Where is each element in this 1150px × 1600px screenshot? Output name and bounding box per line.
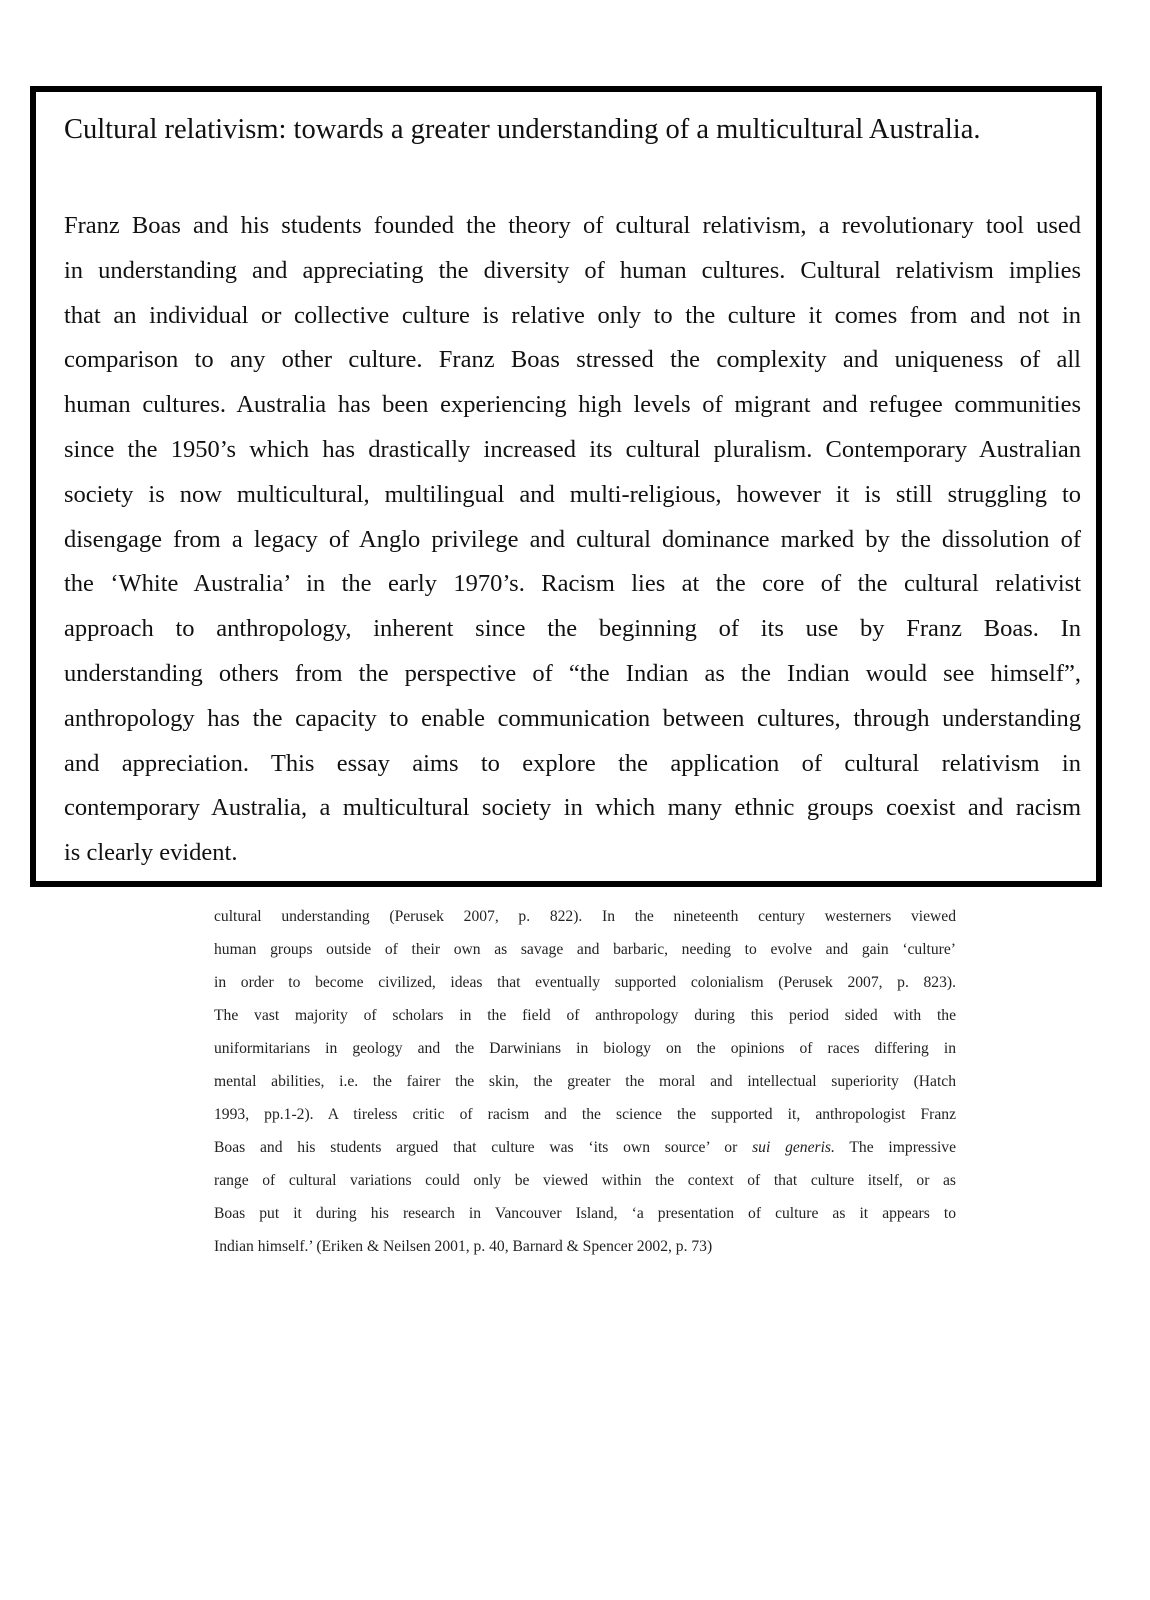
abstract-line: comparison to any other culture. Franz Boas stressed the complexity and uniqueness of all (64, 346, 1081, 374)
body-line: range of cultural variations could only be viewed within the context of that culture itself, or as (214, 1172, 956, 1189)
essay-title: Cultural relativism: towards a greater understanding of a multicultural Australia. (64, 114, 981, 145)
body-line: The vast majority of scholars in the field of anthropology during this period sided with the (214, 1007, 956, 1024)
abstract-line: in understanding and appreciating the diversity of human cultures. Cultural relativism implies (64, 256, 1081, 284)
abstract-line: and appreciation. This essay aims to explore the application of cultural relativism in (64, 749, 1081, 777)
abstract-line: human cultures. Australia has been experiencing high levels of migrant and refugee communities (64, 391, 1081, 419)
abstract-line: approach to anthropology, inherent since the beginning of its use by Franz Boas. In (64, 615, 1081, 643)
abstract-line: contemporary Australia, a multicultural society in which many ethnic groups coexist and racism (64, 794, 1081, 822)
abstract-line: society is now multicultural, multilingual and multi-religious, however it is still struggling to (64, 480, 1081, 508)
body-line: human groups outside of their own as savage and barbaric, needing to evolve and gain ‘culture’ (214, 941, 956, 958)
abstract-line: that an individual or collective culture is relative only to the culture it comes from and not in (64, 301, 1081, 329)
abstract-line: anthropology has the capacity to enable communication between cultures, through understanding (64, 704, 1081, 732)
abstract-line: the ‘White Australia’ in the early 1970’s. Racism lies at the core of the cultural relativist (64, 570, 1081, 598)
abstract-line: understanding others from the perspective of “the Indian as the Indian would see himself”, (64, 659, 1081, 687)
underlying-essay-page (214, 900, 956, 1263)
body-line: Indian himself.’ (Eriken & Neilsen 2001, p. 40, Barnard & Spencer 2002, p. 73) (214, 1238, 713, 1255)
body-line-with-italic (214, 1131, 956, 1164)
body-line: Boas put it during his research in Vancouver Island, ‘a presentation of culture as it appears to (214, 1205, 956, 1222)
body-text: The impressive (834, 1139, 956, 1156)
body-text: Boas and his students argued that culture was ‘its own source’ or (214, 1139, 753, 1156)
body-line: in order to become civilized, ideas that eventually supported colonialism (Perusek 2007, p. 823). (214, 974, 956, 991)
abstract-paragraph (64, 204, 1081, 876)
abstract-line: disengage from a legacy of Anglo privilege and cultural dominance marked by the dissolution of (64, 525, 1081, 553)
body-line: uniformitarians in geology and the Darwinians in biology on the opinions of races differing in (214, 1040, 956, 1057)
body-line: cultural understanding (Perusek 2007, p. 822). In the nineteenth century westerners viewed (214, 908, 956, 925)
body-line: 1993, pp.1-2). A tireless critic of racism and the science the supported it, anthropologist Franz (214, 1106, 956, 1123)
abstract-overlay-box (30, 86, 1102, 887)
italic-term: sui generis. (752, 1139, 835, 1156)
abstract-line: since the 1950’s which has drastically increased its cultural pluralism. Contemporary Australian (64, 435, 1081, 463)
abstract-line: Franz Boas and his students founded the theory of cultural relativism, a revolutionary tool used (64, 212, 1081, 239)
body-line: mental abilities, i.e. the fairer the skin, the greater the moral and intellectual superiority (Hatch (214, 1073, 956, 1090)
abstract-line: is clearly evident. (64, 839, 238, 867)
